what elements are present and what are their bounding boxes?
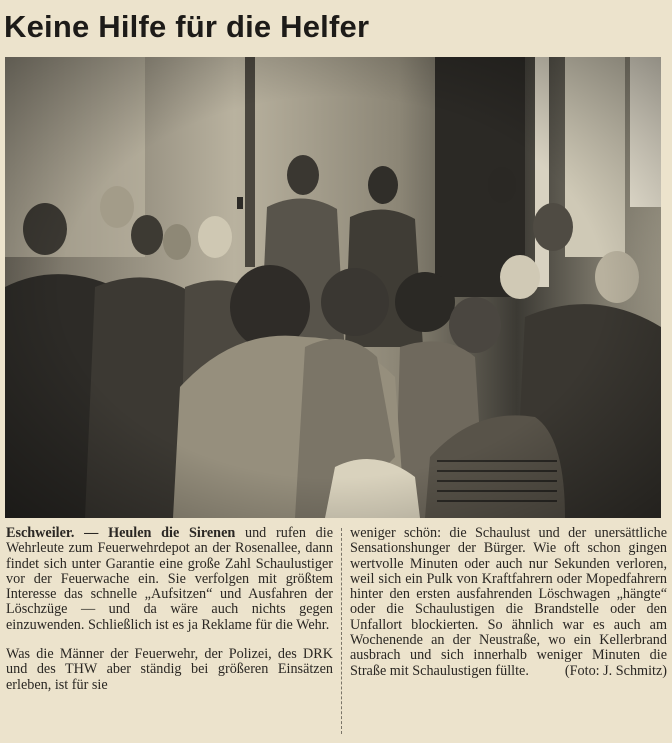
article-column-right bbox=[350, 526, 667, 738]
paragraph-3-text: weniger schön: die Schaulust und der unersättliche Sensationshunger der Bürger. Wie oft schon gingen wertvolle Minuten oder auch nur Sekunden verloren, weil sich ein Pulk von Kraftfahrern oder Mopedfahrern hinter den ersten ausfahrenden Löschwagen „hängte“ oder die Schaulustigen die Brandstelle oder den Unfallort blockierten. So ähnlich war es auch am Wochenende an der Neustraße, wo ein Kellerbrand ausbrach und sich innerhalb weniger Minuten die Straße mit Schaulustigen füllte. bbox=[350, 525, 667, 679]
photo-credit: (Foto: J. Schmitz) bbox=[564, 662, 667, 679]
headline: Keine Hilfe für die Helfer bbox=[4, 9, 370, 44]
paragraph-1-text: und rufen die Wehrleute zum Feuerwehrdepot an der Rosenallee, dann findet sich unter Garantie eine große Zahl Schaulustiger vor der Feuerwache ein. Sie verfolgen mit größtem Interesse das schnelle „Aufsitzen“ und Ausfahren der Löschzüge — und da wäre auch nichts gegen einzuwenden. Schließlich ist es ja Reklame für die Wehr. bbox=[6, 525, 333, 633]
paragraph-2: Was die Männer der Feuerwehr, der Polizei, des DRK und des THW aber ständig bei größeren Einsätzen erleben, ist für sie bbox=[6, 646, 333, 693]
paragraph-3 bbox=[350, 526, 667, 679]
column-divider bbox=[341, 528, 343, 734]
article-column-left bbox=[6, 526, 333, 738]
paragraph-1 bbox=[6, 526, 333, 633]
lead-text: Eschweiler. — Heulen die Sirenen bbox=[6, 525, 236, 541]
news-photo bbox=[5, 57, 661, 518]
